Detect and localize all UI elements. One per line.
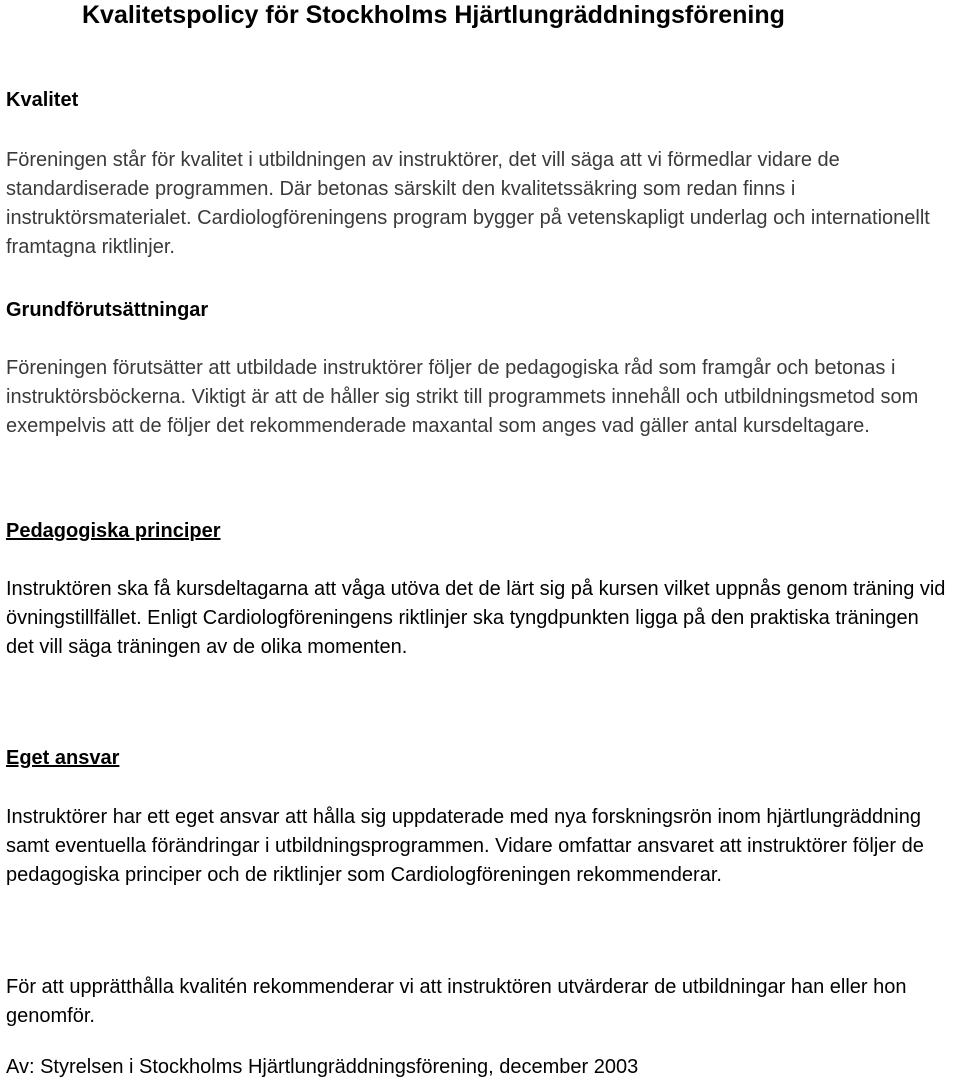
section-heading-pedagogiska-principer: Pedagogiska principer [6,520,221,542]
section-body-eget-ansvar: Instruktörer har ett eget ansvar att hålla sig uppdaterade med nya forskningsrön inom hjärtlungräddning samt eventuella förändringar i utbildningsprogrammen. Vidare omfattar ansvaret att instruktörer följer de pedagogiska principer och de riktlinjer som Cardiologföreningen rekommenderar. [6,806,924,886]
section-body-kvalitet: Föreningen står för kvalitet i utbildningen av instruktörer, det vill säga att vi förmedlar vidare de standardiserade programmen. Där betonas särskilt den kvalitetssäkring som redan finns i instruktörsmaterialet. Cardiologföreningens program bygger på vetenskapligt underlag och internationellt framtagna riktlinjer. [6,149,930,258]
document-title: Kvalitetspolicy för Stockholms Hjärtlungräddningsförening [82,1,785,29]
section-body-pedagogiska-principer: Instruktören ska få kursdeltagarna att våga utöva det de lärt sig på kursen vilket uppnås genom träning vid övningstillfället. Enligt Cardiologföreningens riktlinjer ska tyngdpunkten ligga på den praktiska träningen det vill säga träningen av de olika momenten. [6,578,946,658]
section-body-grundforutsattningar: Föreningen förutsätter att utbildade instruktörer följer de pedagogiska råd som framgår och betonas i instruktörsböckerna. Viktigt är att de håller sig strikt till programmets innehåll och utbildningsmetod som exempelvis att de följer det rekommenderade maxantal som anges vad gäller antal kursdeltagare. [6,357,919,437]
signature-line: Av: Styrelsen i Stockholms Hjärtlungräddningsförening, december 2003 [6,1056,639,1078]
section-heading-grundforutsattningar: Grundförutsättningar [6,299,209,321]
closing-paragraph: För att upprätthålla kvalitén rekommenderar vi att instruktören utvärderar de utbildningar han eller hon genomför. [6,976,907,1027]
section-heading-eget-ansvar: Eget ansvar [6,747,120,769]
section-heading-kvalitet: Kvalitet [6,89,79,111]
